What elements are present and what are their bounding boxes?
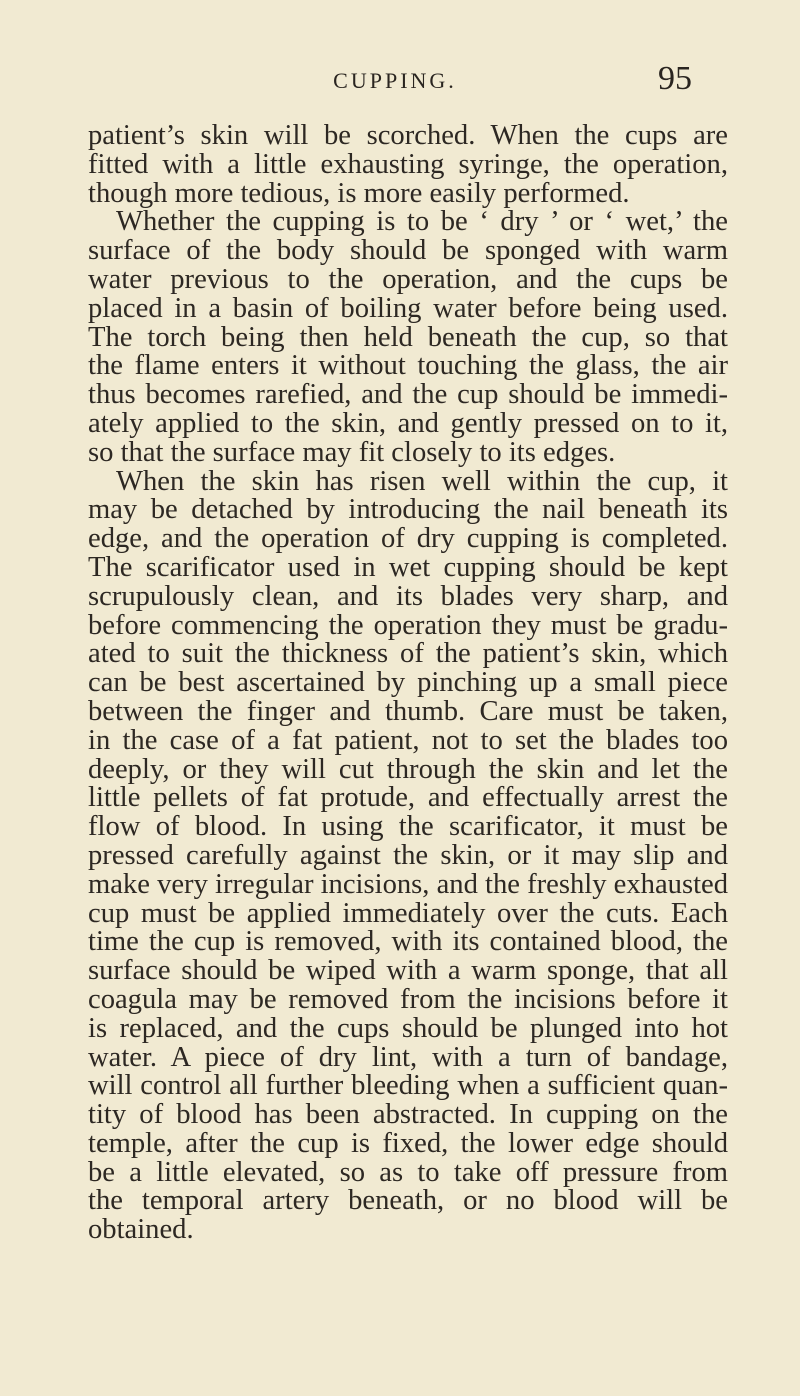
text-line: between the finger and thumb. Care must be taken, [88, 695, 728, 727]
text-line: make very irregular incisions, and the freshly exhausted [88, 868, 728, 900]
text-line: coagula may be removed from the incisions before it [88, 983, 728, 1015]
text-line: will control all further bleeding when a sufficient quan- [88, 1070, 728, 1102]
text-line: surface of the body should be sponged with warm [88, 235, 728, 267]
running-head [98, 60, 692, 100]
text-line: thus becomes rarefied, and the cup should be immedi- [88, 379, 728, 411]
text-line: little pellets of fat protude, and effectually arrest the [88, 782, 728, 814]
text-line: The scarificator used in wet cupping should be kept [88, 551, 728, 583]
text-line: ately applied to the skin, and gently pressed on to it, [88, 407, 728, 439]
text-line: When the skin has risen well within the cup, it [116, 465, 728, 497]
text-line: so that the surface may fit closely to its edges. [88, 436, 616, 468]
text-line: flow of blood. In using the scarificator, it must be [88, 811, 728, 843]
running-title: CUPPING. [333, 68, 457, 93]
page-number: 95 [658, 60, 692, 97]
text-line: is replaced, and the cups should be plunged into hot [88, 1012, 728, 1044]
text-line: the temporal artery beneath, or no blood will be [88, 1185, 728, 1217]
text-line: in the case of a fat patient, not to set the blades too [88, 724, 728, 756]
text-line: temple, after the cup is fixed, the lower edge should [88, 1127, 728, 1159]
text-line: scrupulously clean, and its blades very sharp, and [88, 580, 728, 612]
text-line: water previous to the operation, and the cups be [88, 263, 728, 295]
text-line: tity of blood has been abstracted. In cupping on the [88, 1099, 728, 1131]
text-line: surface should be wiped with a warm sponge, that all [88, 955, 728, 987]
text-line: can be best ascertained by pinching up a small piece [88, 667, 728, 699]
body-text [88, 122, 728, 1245]
text-line: ated to suit the thickness of the patient’s skin, which [88, 638, 728, 670]
text-line: may be detached by introducing the nail beneath its [88, 494, 728, 526]
text-line: cup must be applied immediately over the cuts. Each [88, 897, 728, 929]
text-line: The torch being then held beneath the cup, so that [88, 321, 728, 353]
text-line: though more tedious, is more easily performed. [88, 177, 630, 209]
text-line: Whether the cupping is to be ‘ dry ’ or ‘ wet,’ the [116, 206, 728, 238]
text-line: water. A piece of dry lint, with a turn of bandage, [88, 1041, 728, 1073]
text-line: time the cup is removed, with its contained blood, the [88, 926, 728, 958]
text-line: obtained. [88, 1214, 194, 1246]
text-line: edge, and the operation of dry cupping is completed. [88, 523, 728, 555]
text-line: the flame enters it without touching the glass, the air [88, 350, 728, 382]
text-line: placed in a basin of boiling water before being used. [88, 292, 728, 324]
text-line: deeply, or they will cut through the skin and let the [88, 753, 728, 785]
text-line: fitted with a little exhausting syringe, the operation, [88, 148, 728, 180]
text-line: before commencing the operation they must be gradu- [88, 609, 728, 641]
text-line: patient’s skin will be scorched. When the cups are [88, 120, 728, 151]
text-line: be a little elevated, so as to take off pressure from [88, 1156, 728, 1188]
text-line: pressed carefully against the skin, or it may slip and [88, 839, 728, 871]
